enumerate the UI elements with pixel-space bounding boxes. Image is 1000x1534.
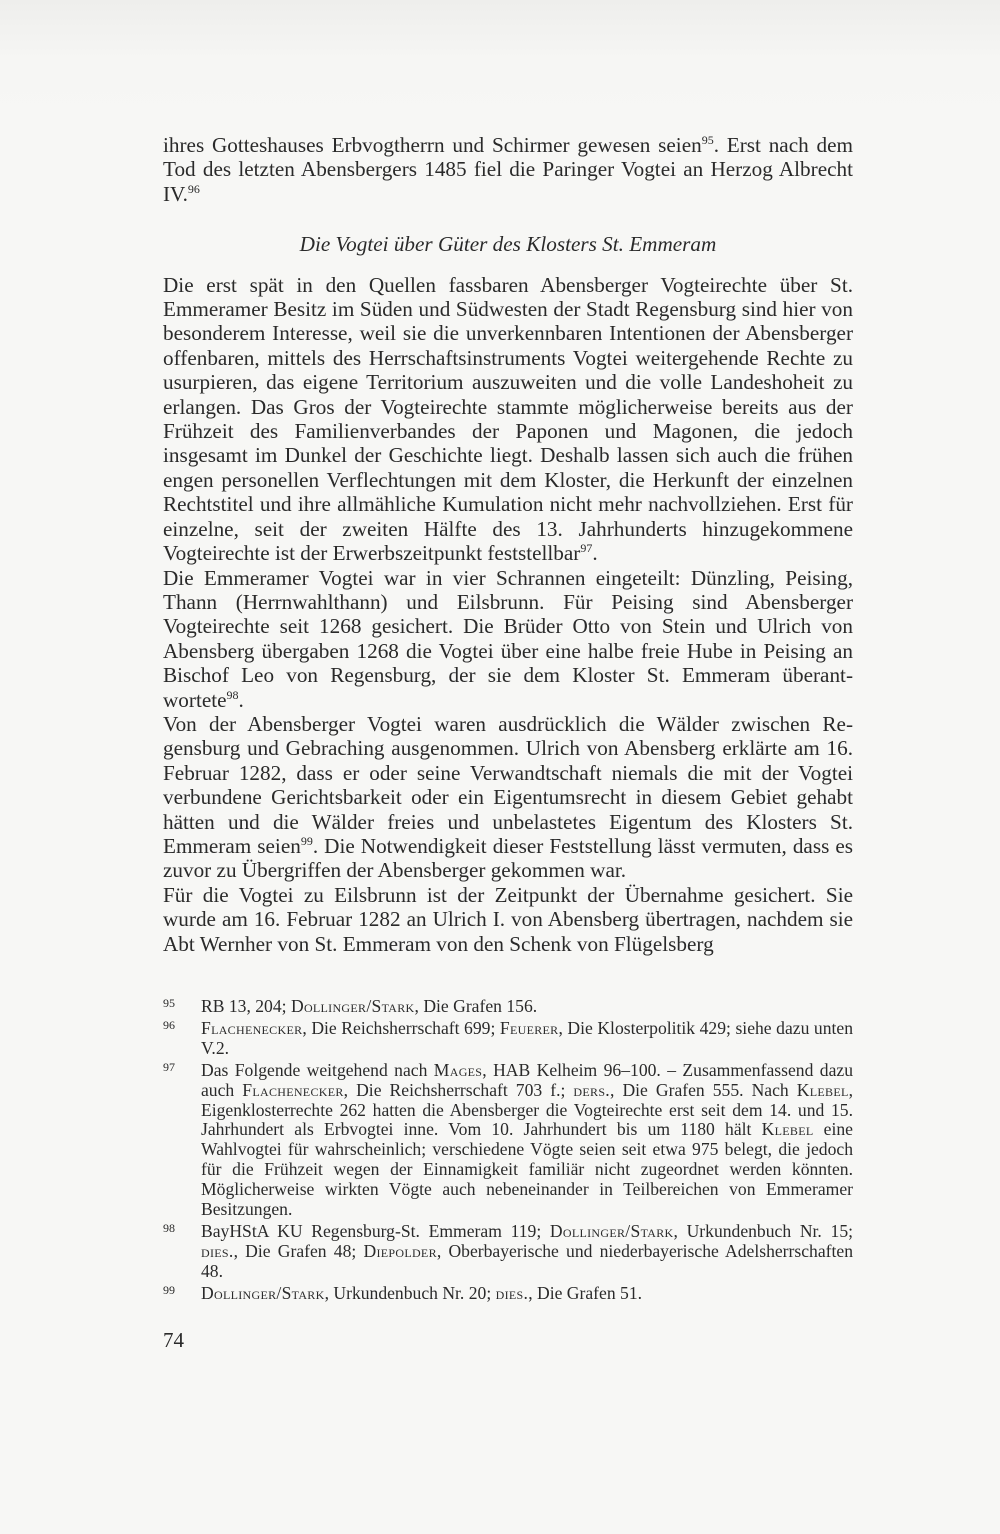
footnote-number: 97 bbox=[163, 1059, 175, 1074]
author-name: Flachenecker bbox=[242, 1079, 344, 1100]
author-name: ders. bbox=[573, 1079, 610, 1100]
page-number: 74 bbox=[163, 1328, 184, 1352]
footnote-ref-98: 98 bbox=[226, 687, 239, 702]
author-name: dies. bbox=[201, 1240, 234, 1261]
author-name: Dollinger/Stark bbox=[549, 1220, 674, 1241]
text-run: Die erst spät in den Quellen fassbaren Abensberger Vogteirechte über St. Emmeramer Besitz im Süden und Südwesten der Stadt Regensburg sind hier von besonderem Interesse, weil sie die unverkennbaren Intentionen der Abensberger offenbaren, mittels des Herrschaftsinstruments Vogtei weitergehende Rechte zu usurpieren, das eigene Territorium auszuweiten und die volle Landeshoheit zu erlangen. Das Gros der Vogteirechte stammte möglicherweise bereits aus der Frühzeit des Familienverbandes der Paponen und Magonen, die jedoch insgesamt im Dunkel der Geschichte liegt. Deshalb lassen sich auch die frühen engen personellen Verflechtungen mit dem Kloster, die Herkunft der einzelnen Rechtstitel und ihre allmähliche Kumulation nicht mehr nachvollziehen. Erst für einzelne, seit der zweiten Hälfte des 13. Jahrhunderts hinzugekommene Vogteirechte ist der Erwerbszeitpunkt feststellbar bbox=[163, 272, 853, 566]
author-name: Klebel bbox=[761, 1119, 814, 1140]
text-run: , Die Grafen 51. bbox=[528, 1282, 643, 1303]
text-run: . bbox=[238, 687, 244, 712]
footnote-number: 96 bbox=[163, 1017, 175, 1032]
author-name: Mages bbox=[433, 1059, 483, 1080]
footnote-96 bbox=[163, 1019, 853, 1059]
footnote-number: 99 bbox=[163, 1282, 175, 1297]
paragraph-3 bbox=[163, 566, 853, 712]
text-run: ihres Gotteshauses Erbvogtherrn und Schirmer gewesen seien bbox=[163, 133, 702, 157]
text-run: , HAB Kelheim 96–100. – Zusammenfassend dazu auch bbox=[201, 1059, 853, 1100]
text-run: , Die Grafen 156. bbox=[414, 996, 538, 1016]
text-run: , Die Grafen 48; bbox=[233, 1240, 364, 1261]
text-run: , Die Klosterpolitik 429; siehe dazu unten V.2. bbox=[201, 1017, 854, 1058]
footnote-98 bbox=[163, 1222, 853, 1282]
footnote-ref-97: 97 bbox=[580, 541, 593, 556]
author-name: Diepolder bbox=[363, 1240, 437, 1261]
author-name: Feuerer bbox=[499, 1017, 559, 1038]
paragraph-2 bbox=[163, 273, 853, 566]
text-run: Von der Abensberger Vogtei waren ausdrücklich die Wälder zwischen Regensburg und Gebraching ausgenommen. Ulrich von Abensberg erklärte am 16. Februar 1282, dass er oder seine Verwandtschaft niemals die mit der Vogtei verbundene Gerichtsbarkeit oder ein Eigentumsrecht in diesem Gebiet gehabt hätten und die Wälder freies und unbelastetes Eigentum des Klosters St. Emmeram seien bbox=[163, 711, 853, 858]
author-name: Klebel bbox=[796, 1079, 849, 1100]
author-name: Flachenecker bbox=[201, 1017, 303, 1038]
footnote-number: 98 bbox=[163, 1220, 175, 1235]
text-run: Die Emmeramer Vogtei war in vier Schrannen eingeteilt: Dünzling, Peising, Thann (Herrnwahlthann) und Eilsbrunn. Für Peising sind Abensberger Vogteirechte seit 1268 gesichert. Die Brüder Otto von Stein und Ulrich von Abensberg übergaben 1268 die Vogtei über eine halbe freie Hube in Peising an Bischof Leo von Regensburg, der sie dem Kloster St. Emmeram überantwortete bbox=[163, 565, 853, 712]
author-name: dies. bbox=[495, 1282, 529, 1303]
footnotes bbox=[163, 997, 853, 1306]
footnote-number: 95 bbox=[163, 996, 175, 1010]
footnote-97 bbox=[163, 1061, 853, 1220]
author-name: Dollinger/Stark bbox=[201, 1282, 325, 1303]
text-run: . Die Notwendigkeit dieser Feststellung lässt vermuten, dass es zuvor zu Übergriffen der Abensberger gekommen war. bbox=[163, 833, 853, 883]
text-run: eine Wahlvogtei für wahrscheinlich; verschiedene Vögte seien seit etwa 975 belegt, die jedoch für die Frühzeit wegen der Einnamigkeit familiär nicht zugeordnet werden könnten. Möglicherweise wirkten Vögte auch nebeneinander in Teilbereichen von Emmeramer Besitzungen. bbox=[201, 1119, 853, 1220]
text-run: BayHStA KU Regensburg-St. Emmeram 119; bbox=[201, 1220, 550, 1241]
paragraph-5 bbox=[163, 883, 853, 956]
paragraph-1 bbox=[163, 133, 853, 206]
section-heading: Die Vogtei über Güter des Klosters St. Emmeram bbox=[299, 232, 717, 257]
author-name: Dollinger/Stark bbox=[290, 996, 415, 1016]
text-run: . Erst nach dem Tod des letzten Abensbergers 1485 fiel die Paringer Vogtei an Herzog Albrecht IV. bbox=[163, 133, 853, 206]
text-run: , Die Reichsherrschaft 699; bbox=[302, 1017, 500, 1038]
text-run: Das Folgende weitgehend nach bbox=[201, 1059, 434, 1080]
paragraph-4 bbox=[163, 712, 853, 883]
text-run: , Urkundenbuch Nr. 20; bbox=[324, 1282, 496, 1303]
text-run: , Oberbayerische und niederbayerische Adelsherrschaften 48. bbox=[201, 1240, 854, 1281]
footnote-95 bbox=[163, 997, 853, 1017]
footnote-ref-99: 99 bbox=[300, 833, 313, 848]
footnote-ref-95: 95 bbox=[701, 133, 714, 147]
text-run: . bbox=[592, 541, 598, 566]
text-run: Für die Vogtei zu Eilsbrunn ist der Zeitpunkt der Übernahme gesichert. Sie wurde am 16. Februar 1282 an Ulrich I. von Abensberg übertragen, nachdem sie Abt Wernher von St. Emmeram von den Schenk von Flügelsberg bbox=[163, 882, 853, 956]
text-run: , Urkundenbuch Nr. 15; bbox=[673, 1220, 853, 1241]
text-run: RB 13, 204; bbox=[201, 996, 291, 1016]
main-text bbox=[163, 133, 853, 956]
text-run: , Eigenklosterrechte 262 hatten die Abensberger die Vogteirechte erst seit dem 14. und 15. Jahrhundert als Erbvogtei inne. Vom 10. Jahrhundert bis um 1180 hält bbox=[201, 1079, 854, 1140]
text-run: , Die Grafen 555. Nach bbox=[610, 1079, 797, 1100]
text-run: , Die Reichsherrschaft 703 f.; bbox=[343, 1079, 574, 1100]
footnote-ref-96: 96 bbox=[187, 181, 200, 196]
footnote-99 bbox=[163, 1284, 853, 1304]
